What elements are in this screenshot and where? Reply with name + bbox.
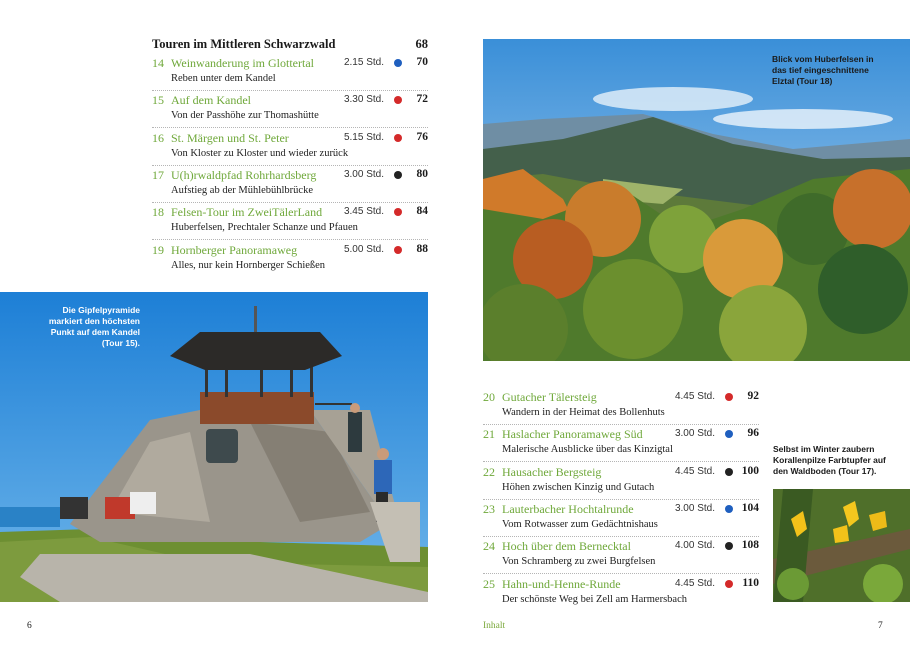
tour-page: 84	[416, 205, 428, 218]
tour-duration: 3.30 Std.	[343, 94, 384, 106]
tour-number: 15	[152, 93, 164, 108]
caption-pilze: Selbst im Winter zaubern Korallenpilze Farbtupfer auf den Waldboden (Tour 17).	[773, 444, 886, 476]
tour-subtitle: Von der Passhöhe zur Thomashütte	[171, 110, 319, 122]
tour-entry	[152, 131, 428, 169]
divider	[483, 424, 759, 425]
difficulty-dot-icon	[725, 468, 733, 476]
tour-page: 110	[742, 576, 759, 589]
footer-section-label: Inhalt	[483, 621, 506, 631]
tour-number: 24	[483, 539, 495, 554]
tour-duration: 4.00 Std.	[674, 540, 715, 552]
tour-subtitle: Von Schramberg zu zwei Burgfelsen	[502, 556, 656, 568]
tour-subtitle: Reben unter dem Kandel	[171, 73, 276, 84]
tour-subtitle: Malerische Ausblicke über das Kinzigtal	[502, 444, 673, 456]
tour-title: U(h)rwaldpfad Rohrhardsberg	[171, 167, 317, 182]
tour-number: 16	[152, 130, 164, 145]
tour-subtitle: Höhen zwischen Kinzig und Gutach	[502, 481, 655, 493]
tour-entry	[483, 465, 759, 503]
tour-page: 108	[741, 539, 759, 552]
tour-duration: 3.00 Std.	[343, 168, 384, 180]
tour-entry	[483, 577, 759, 615]
tour-title: Haslacher Panoramaweg Süd	[502, 427, 643, 442]
tour-page: 104	[741, 501, 759, 514]
tour-title: Hahn-und-Henne-Runde	[502, 576, 621, 591]
difficulty-dot-icon	[394, 246, 402, 254]
tour-number: 20	[483, 390, 495, 404]
difficulty-dot-icon	[725, 505, 733, 513]
tour-title: Weinwanderung im Glottertal	[171, 56, 314, 70]
tour-entry	[152, 168, 428, 206]
tour-number: 14	[152, 56, 164, 70]
tour-duration: 3.45 Std.	[343, 206, 384, 218]
caption-elztal: Blick vom Huberfelsen in das tief eingeschnittene Elztal (Tour 18)	[772, 54, 874, 86]
tour-number: 25	[483, 576, 495, 591]
divider	[483, 573, 759, 574]
tour-subtitle: Vom Rotwasser zum Gedächtnishaus	[502, 518, 658, 530]
section-page: 68	[415, 37, 428, 51]
tour-page: 72	[416, 93, 428, 106]
tour-page: 100	[741, 464, 759, 477]
page-number-right: 7	[878, 621, 883, 631]
tour-duration: 2.15 Std.	[343, 57, 384, 68]
tour-title: St. Märgen und St. Peter	[171, 130, 289, 145]
tour-entry	[152, 56, 428, 94]
difficulty-dot-icon	[394, 171, 402, 179]
divider	[483, 461, 759, 462]
tour-entry	[483, 390, 759, 428]
tour-entry	[152, 243, 428, 281]
divider	[152, 165, 428, 166]
section-heading	[152, 37, 428, 52]
tour-title: Felsen-Tour im ZweiTälerLand	[171, 205, 323, 220]
tour-duration: 4.45 Std.	[674, 391, 715, 402]
pilze-photo	[773, 489, 910, 602]
caption-kandel: Die Gipfelpyramide markiert den höchsten Punkt auf dem Kandel (Tour 15).	[48, 305, 140, 348]
tour-title: Hoch über dem Bernecktal	[502, 539, 631, 554]
tour-number: 22	[483, 464, 495, 479]
section-title: Touren im Mittleren Schwarzwald	[152, 37, 336, 51]
tour-number: 21	[483, 427, 495, 442]
divider	[152, 202, 428, 203]
tour-number: 23	[483, 501, 495, 516]
tour-title: Hausacher Bergsteig	[502, 464, 602, 479]
difficulty-dot-icon	[394, 59, 402, 67]
difficulty-dot-icon	[725, 393, 733, 401]
tour-title: Lauterbacher Hochtalrunde	[502, 501, 634, 516]
difficulty-dot-icon	[394, 96, 402, 104]
tour-title: Auf dem Kandel	[171, 93, 251, 108]
tour-page: 92	[747, 390, 759, 402]
tour-number: 18	[152, 205, 164, 220]
difficulty-dot-icon	[394, 134, 402, 142]
divider	[152, 239, 428, 240]
difficulty-dot-icon	[725, 580, 733, 588]
divider	[152, 127, 428, 128]
tour-entry	[152, 93, 428, 131]
tour-number: 17	[152, 167, 164, 182]
tour-subtitle: Aufstieg ab der Mühlebühlbrücke	[171, 184, 314, 196]
tour-number: 19	[152, 242, 164, 257]
divider	[483, 536, 759, 537]
tour-duration: 5.00 Std.	[343, 243, 384, 255]
tour-title: Gutacher Tälersteig	[502, 390, 597, 404]
difficulty-dot-icon	[394, 208, 402, 216]
tour-subtitle: Wandern in der Heimat des Bollenhuts	[502, 407, 665, 418]
tour-entry	[483, 539, 759, 577]
tour-title: Hornberger Panoramaweg	[171, 242, 298, 257]
difficulty-dot-icon	[725, 542, 733, 550]
tour-duration: 3.00 Std.	[674, 502, 715, 514]
tour-page: 70	[416, 56, 428, 68]
tour-subtitle: Alles, nur kein Hornberger Schießen	[171, 259, 326, 271]
tour-duration: 4.45 Std.	[674, 465, 715, 477]
tour-page: 76	[416, 130, 428, 143]
tour-duration: 4.45 Std.	[674, 577, 715, 589]
tour-entry	[483, 427, 759, 465]
tour-duration: 5.15 Std.	[343, 131, 384, 143]
tour-subtitle: Von Kloster zu Kloster und wieder zurück	[171, 147, 349, 159]
page-number-left: 6	[27, 621, 32, 631]
tour-subtitle: Huberfelsen, Prechtaler Schanze und Pfauen	[171, 222, 358, 234]
tour-page: 88	[416, 242, 428, 255]
difficulty-dot-icon	[725, 430, 733, 438]
divider	[483, 499, 759, 500]
elztal-photo	[483, 39, 910, 361]
tour-subtitle: Der schönste Weg bei Zell am Harmersbach	[502, 593, 687, 605]
tour-entry	[483, 502, 759, 540]
divider	[152, 90, 428, 91]
tour-page: 96	[747, 427, 759, 440]
tour-page: 80	[416, 167, 428, 180]
tour-entry	[152, 205, 428, 243]
tour-duration: 3.00 Std.	[674, 428, 715, 440]
